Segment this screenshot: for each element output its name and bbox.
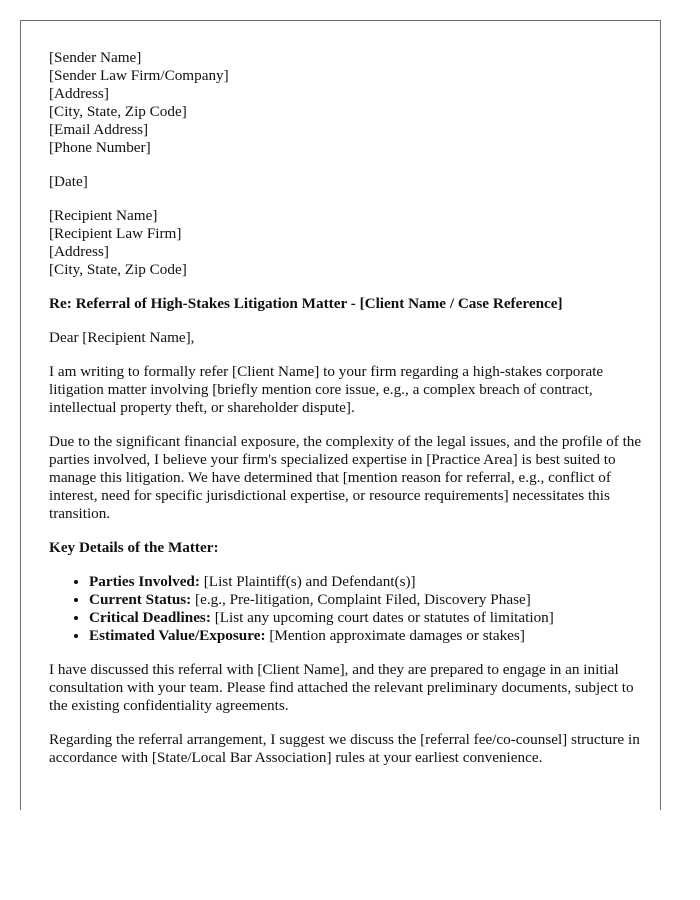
letter-date: [Date] [49, 173, 88, 190]
sender-block [49, 49, 644, 157]
date-block [49, 173, 644, 191]
detail-value: [List any upcoming court dates or statutes of limitation] [210, 609, 554, 626]
detail-value: [Mention approximate damages or stakes] [265, 627, 525, 644]
detail-label: Current Status: [89, 591, 192, 608]
subject-line: Re: Referral of High-Stakes Litigation Matter - [Client Name / Case Reference] [49, 295, 563, 312]
list-item [89, 609, 644, 627]
sender-name: [Sender Name] [49, 49, 142, 66]
recipient-name: [Recipient Name] [49, 207, 158, 224]
body-paragraph-2: Due to the significant financial exposure, the complexity of the legal issues, and the profile of the parties involved, I believe your firm's specialized expertise in [Practice Area] is best suited to manage this litigation. We have determined that [mention reason for referral, e.g., conflict of interest, need for specific jurisdictional expertise, or resource requirements] necessitates this transition. [49, 433, 642, 522]
sender-firm: [Sender Law Firm/Company] [49, 67, 229, 84]
details-list [49, 573, 644, 645]
sender-email: [Email Address] [49, 121, 149, 138]
detail-value: [List Plaintiff(s) and Defendant(s)] [199, 573, 416, 590]
sender-address: [Address] [49, 85, 109, 102]
detail-label: Estimated Value/Exposure: [89, 627, 266, 644]
detail-label: Parties Involved: [89, 573, 200, 590]
salutation: Dear [Recipient Name], [49, 329, 195, 346]
closing-paragraph-2: Regarding the referral arrangement, I suggest we discuss the [referral fee/co-counsel] structure in accordance with [State/Local Bar Association] rules at your earliest convenience. [49, 731, 640, 766]
details-heading: Key Details of the Matter: [49, 539, 219, 556]
closing-paragraph-1: I have discussed this referral with [Client Name], and they are prepared to engage in an initial consultation with your team. Please find attached the relevant preliminary documents, subject to the existing confidentiality agreements. [49, 661, 634, 714]
recipient-address: [Address] [49, 243, 109, 260]
list-item [89, 573, 644, 591]
detail-value: [e.g., Pre-litigation, Complaint Filed, Discovery Phase] [191, 591, 531, 608]
body-paragraph-1: I am writing to formally refer [Client Name] to your firm regarding a high-stakes corporate litigation matter involving [briefly mention core issue, e.g., a complex breach of contract, intellectual property theft, or shareholder dispute]. [49, 363, 604, 416]
list-item [89, 627, 644, 645]
letter-page [20, 20, 661, 810]
list-item [89, 591, 644, 609]
sender-city: [City, State, Zip Code] [49, 103, 187, 120]
recipient-city: [City, State, Zip Code] [49, 261, 187, 278]
sender-phone: [Phone Number] [49, 139, 151, 156]
recipient-block [49, 207, 644, 279]
letter-content [49, 49, 644, 767]
recipient-firm: [Recipient Law Firm] [49, 225, 182, 242]
detail-label: Critical Deadlines: [89, 609, 211, 626]
